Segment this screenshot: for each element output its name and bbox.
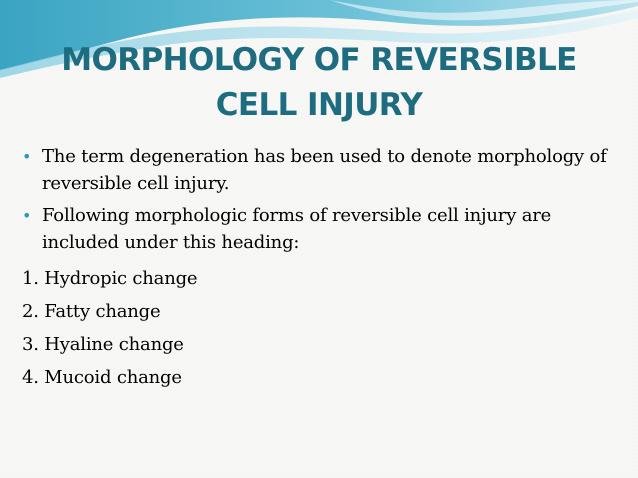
list-item [22, 364, 182, 391]
list-item-text: 1. Hydropic change [22, 268, 198, 289]
list-item [22, 298, 160, 325]
slide-title-line-2: CELL INJURY [215, 87, 423, 123]
list-item [22, 331, 184, 358]
slide-body [22, 143, 622, 261]
bullet-icon: • [22, 147, 32, 166]
list-item-text: 3. Hyaline change [22, 334, 184, 355]
slide-title [20, 38, 618, 128]
bullet-text: Following morphologic forms of reversible cell injury are included under this heading: [42, 205, 552, 253]
bullet-item [22, 202, 622, 256]
list-item-text: 4. Mucoid change [22, 367, 182, 388]
bullet-item [22, 143, 622, 197]
list-item [22, 265, 197, 292]
bullet-text: The term degeneration has been used to denote morphology of reversible cell injury. [42, 146, 607, 194]
bullet-icon: • [22, 206, 32, 225]
slide-title-line-1: MORPHOLOGY OF REVERSIBLE [61, 42, 577, 78]
list-item-text: 2. Fatty change [22, 301, 161, 322]
